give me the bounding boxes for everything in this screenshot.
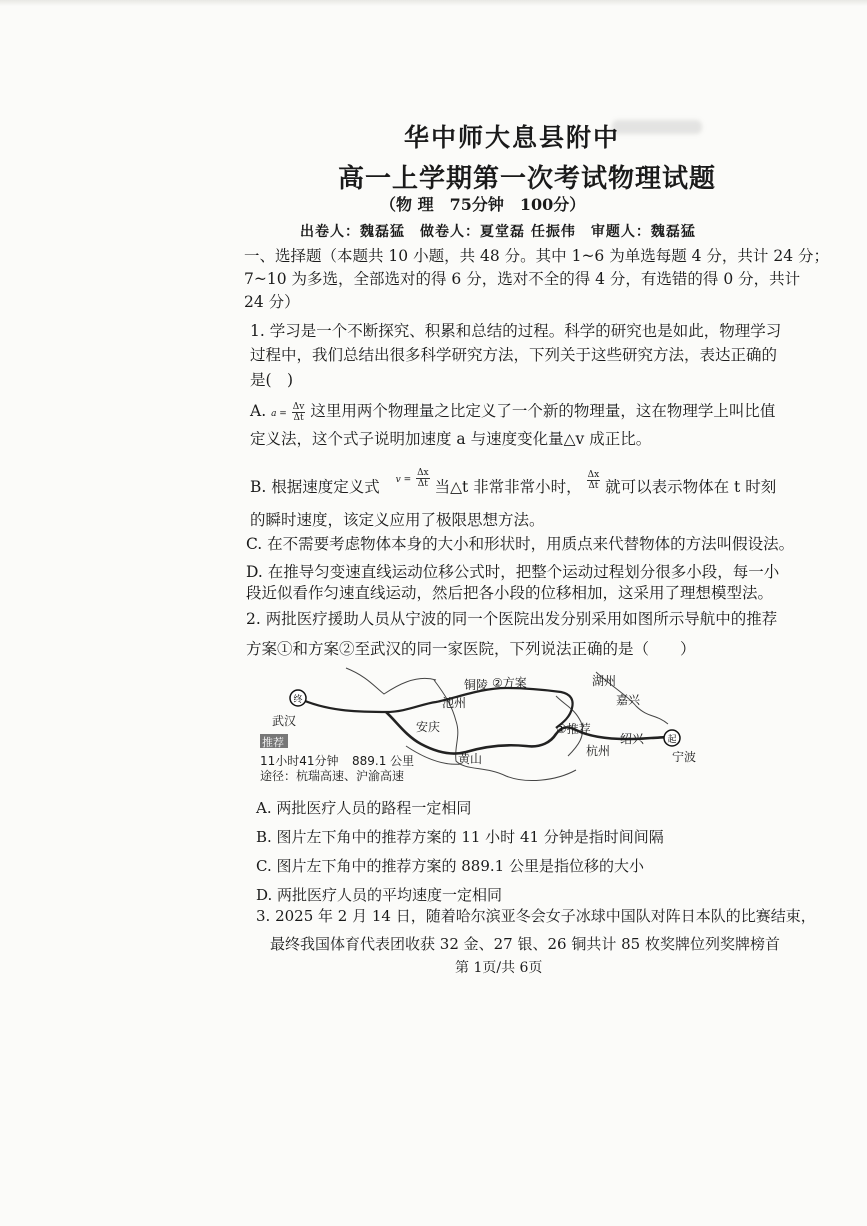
section-heading-line1: 一、选择题（本题共 10 小题，共 48 分。其中 1~6 为单选每题 4 分，共计 24 分； (244, 247, 830, 265)
section-heading-line2: 7~10 为多选，全部选对的得 6 分，选对不全的得 4 分，有选错的得 0 分，共计 (244, 270, 801, 288)
q2-option-d: D. 两批医疗人员的平均速度一定相同 (256, 886, 503, 904)
q1-option-c: C. 在不需要考虑物体本身的大小和形状时，用质点来代替物体的方法叫假设法。 (246, 535, 795, 553)
q1-a-formula-lhs: a = (271, 409, 287, 419)
school-name: 华中师大息县附中 (404, 123, 621, 152)
q1-a-line2: 定义法，这个式子说明加速度 a 与速度变化量△v 成正比。 (250, 430, 652, 448)
q1-stem-line1: 1. 学习是一个不断探究、积累和总结的过程。科学的研究也是如此，物理学习 (250, 322, 782, 340)
map-label-jiaxing: 嘉兴 (616, 693, 641, 707)
map-label-wuhan: 武汉 (272, 714, 297, 728)
map-label-plan1: ①推荐 (556, 722, 591, 736)
q3-stem-line1: 3. 2025 年 2 月 14 日，随着哈尔滨亚冬会女子冰球中国队对阵日本队的比赛结束， (256, 907, 816, 925)
q1-b-fraction2-den: Δt (588, 480, 599, 491)
scan-edge (0, 0, 867, 6)
q1-option-d-line1: D. 在推导匀变速直线运动位移公式时，把整个运动过程划分很多小段，每一小 (246, 563, 780, 581)
q1-b-fraction (416, 468, 430, 489)
q1-a-prefix: A. (250, 402, 267, 420)
q3-stem-line2: 最终我国体育代表团收获 32 金、27 银、26 铜共计 85 枚奖牌位列奖牌榜首 (270, 935, 780, 953)
q1-a-fraction-num: Δv (292, 401, 305, 412)
q1-b-line2: 的瞬时速度，该定义应用了极限思想方法。 (250, 511, 545, 529)
map-label-plan2: ②方案 (492, 676, 527, 690)
map-duration: 11小时41分钟 (260, 754, 339, 768)
q1-b-formula-lhs: v = (395, 475, 412, 485)
q1-b-fraction-den: Δt (417, 478, 428, 489)
q2-option-a: A. 两批医疗人员的路程一定相同 (256, 799, 472, 817)
section-heading-line3: 24 分） (244, 293, 300, 311)
q1-stem-line2: 过程中，我们总结出很多科学研究方法，下列关于这些研究方法，表达正确的 (250, 346, 778, 364)
q1-a-fraction-den: Δt (293, 412, 304, 423)
q2-stem-line1: 2. 两批医疗援助人员从宁波的同一个医院出发分别采用如图所示导航中的推荐 (246, 610, 778, 628)
q2-option-c: C. 图片左下角中的推荐方案的 889.1 公里是指位移的大小 (256, 857, 644, 875)
map-label-huangshan: 黄山 (458, 752, 483, 766)
map-label-ningbo: 宁波 (672, 750, 697, 764)
q1-b-fraction2-num: Δx (587, 469, 600, 480)
q1-option-a (250, 398, 775, 427)
q1-a-fraction (292, 402, 306, 423)
exam-title: 高一上学期第一次考试物理试题 (338, 164, 717, 194)
q1-option-d-line2: 段近似看作匀速直线运动，然后把各小段的位移相加，这采用了理想模型法。 (246, 584, 774, 602)
map-label-anqing: 安庆 (416, 720, 441, 734)
map-label-hangzhou: 杭州 (586, 744, 611, 758)
map-label-tongling: 铜陵 (464, 678, 489, 692)
q1-b-fraction-num: Δx (417, 467, 429, 478)
q1-stem-line3: 是( ) (250, 371, 294, 389)
map-boundary-line (346, 668, 436, 694)
map-distance: 889.1 公里 (352, 754, 415, 768)
exam-info: （物 理 75分钟 100分） (380, 195, 586, 214)
q1-b-mid: 当△t 非常非常小时， (434, 478, 582, 496)
page-number: 第 1页/共 6页 (455, 960, 543, 976)
exam-authors: 出卷人：魏磊猛 做卷人：夏堂磊 任振伟 审题人：魏磊猛 (300, 224, 696, 240)
q1-b-end: 就可以表示物体在 t 时刻 (605, 478, 777, 496)
map-label-chizhou: 池州 (442, 696, 467, 710)
route-map (256, 666, 696, 788)
map-end-marker-text: 起 (667, 735, 677, 745)
q1-b-prefix: B. 根据速度定义式 (250, 478, 380, 496)
q1-a-line1: 这里用两个物理量之比定义了一个新的物理量，这在物理学上叫比值 (310, 402, 776, 420)
map-via: 途径：杭瑞高速、沪渝高速 (260, 769, 405, 783)
q2-stem-line2: 方案①和方案②至武汉的同一家医院，下列说法正确的是（ ） (246, 640, 696, 658)
map-label-shaoxing: 绍兴 (620, 732, 645, 746)
scan-smudge (612, 120, 702, 134)
map-label-huzhou: 湖州 (592, 674, 617, 688)
map-start-marker-text: 终 (293, 695, 303, 705)
map-recommend-tag: 推荐 (262, 736, 284, 749)
q1-b-fraction2 (587, 470, 601, 491)
q2-option-b: B. 图片左下角中的推荐方案的 11 小时 41 分钟是指时间间隔 (256, 828, 664, 846)
